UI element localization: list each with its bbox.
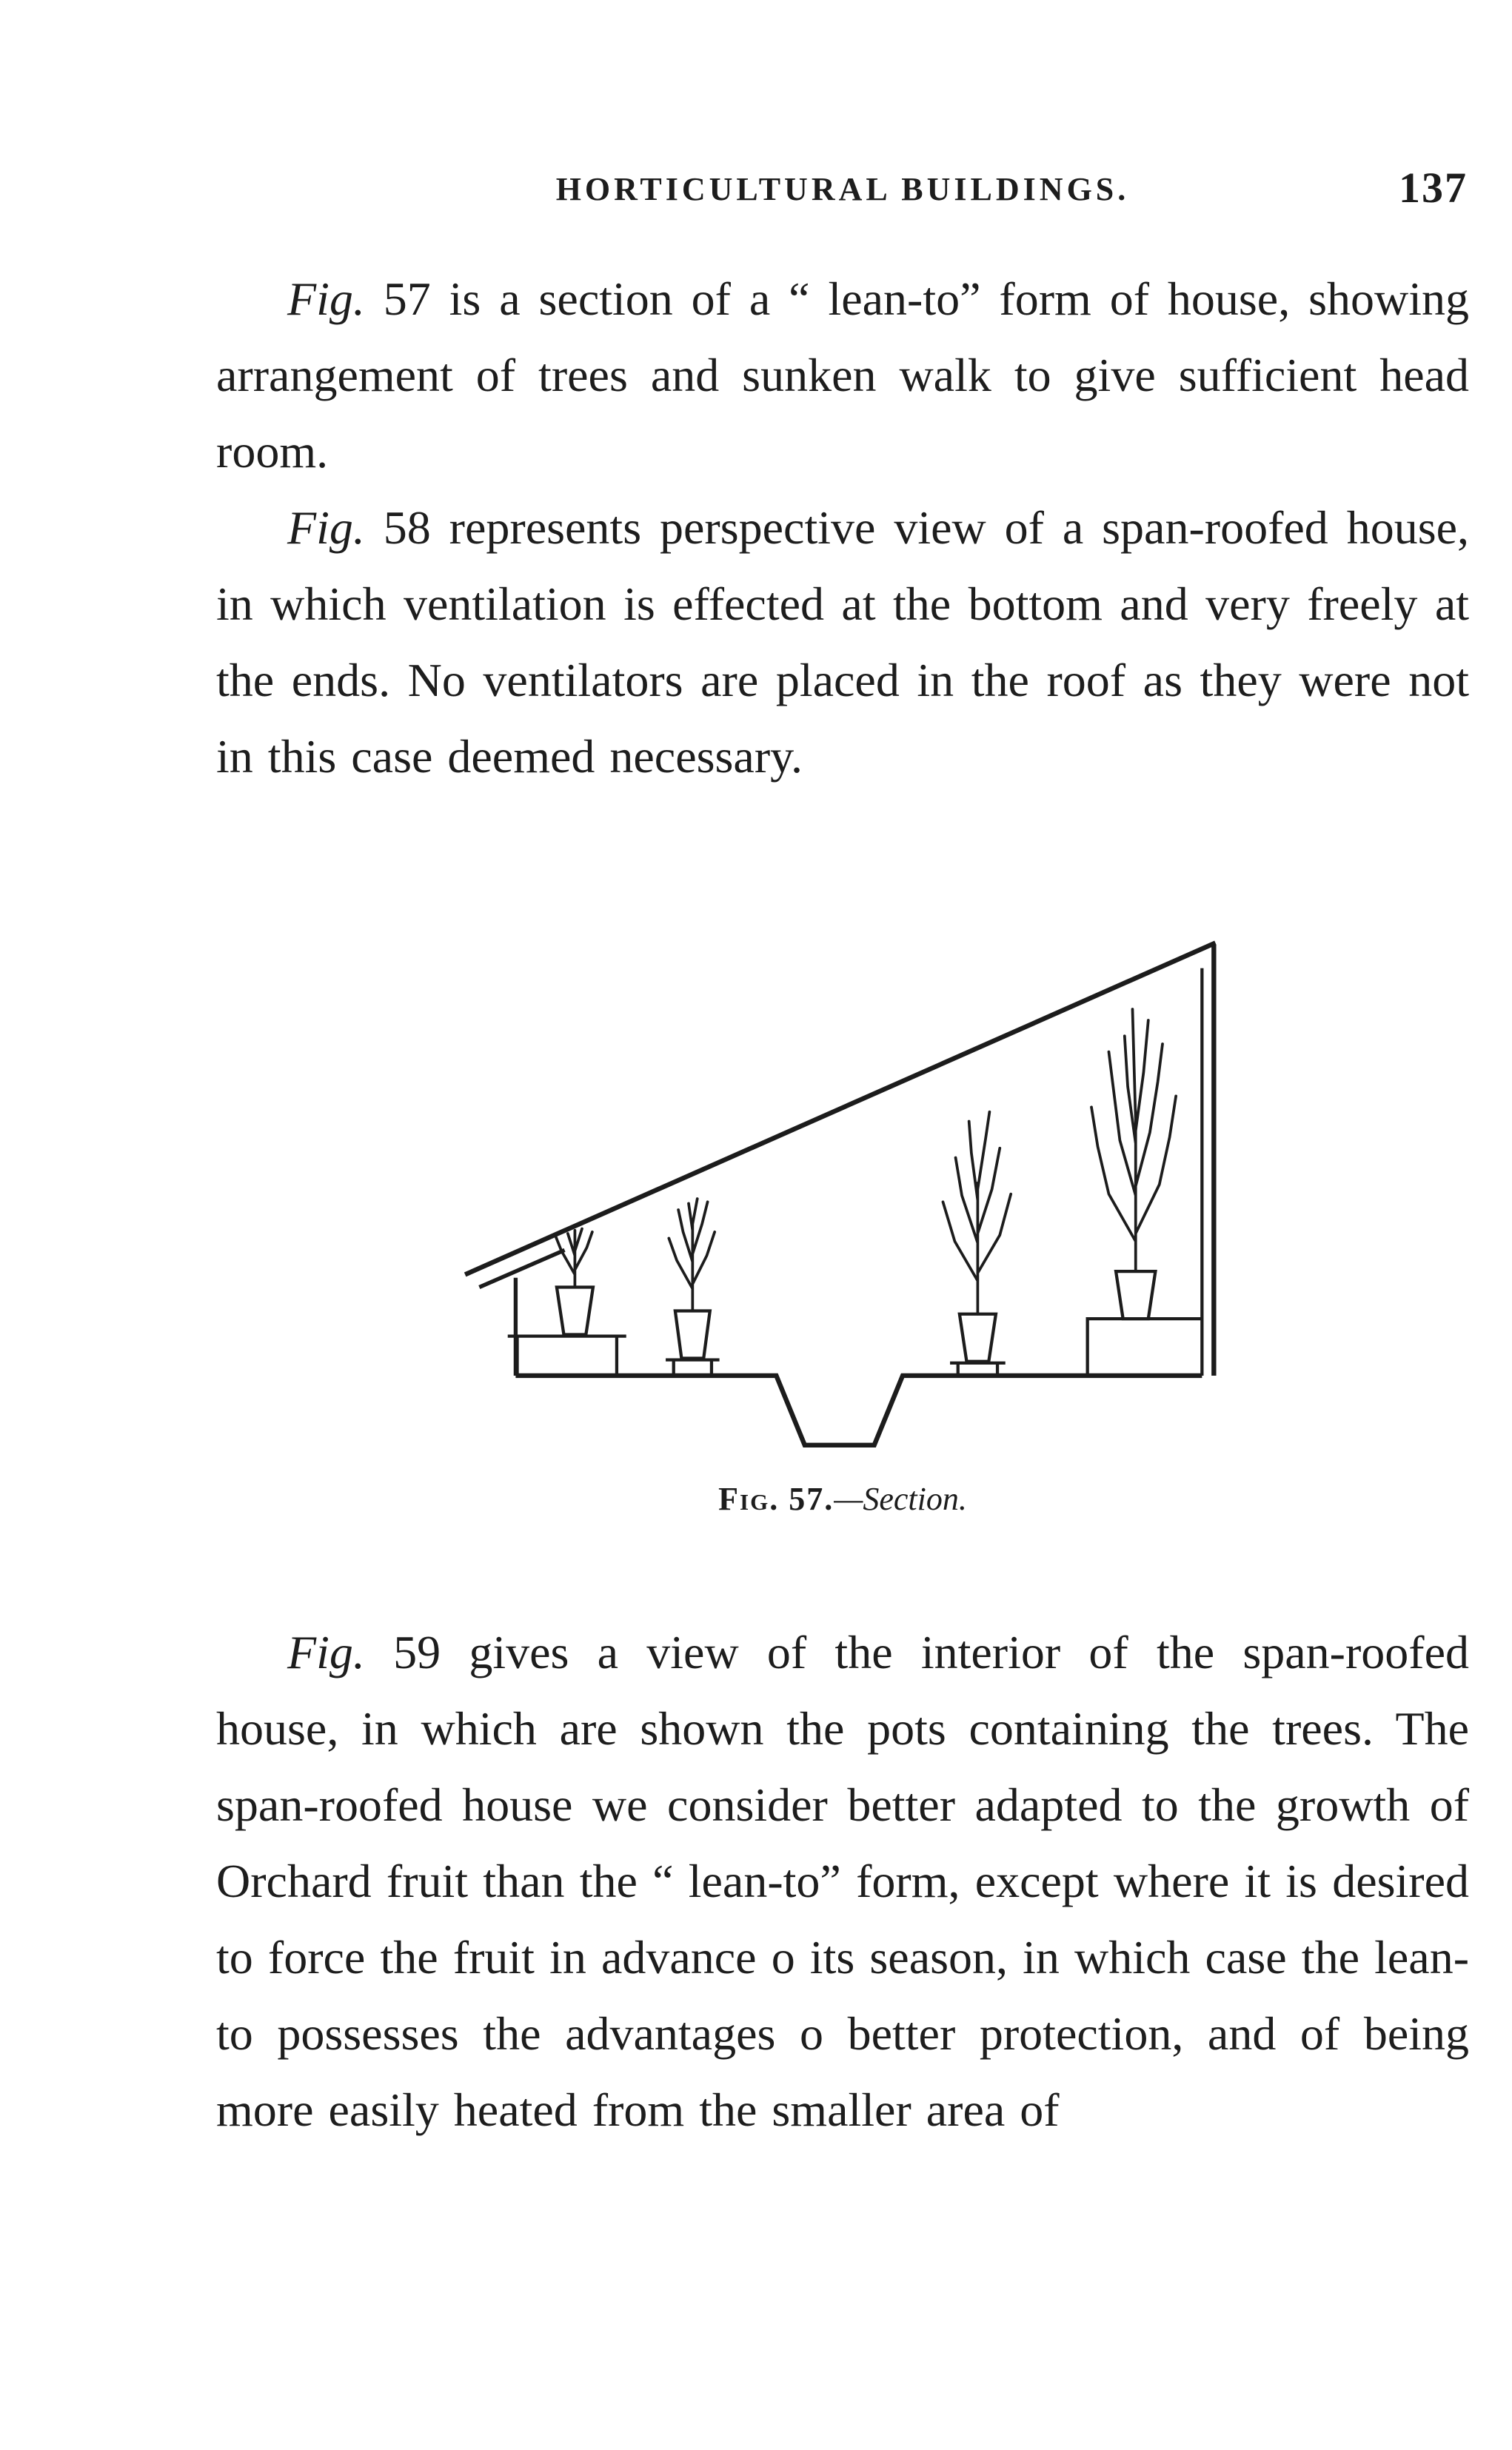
running-header-title: HORTICULTURAL BUILDINGS. [555, 171, 1130, 207]
pedestal [1088, 1319, 1202, 1376]
stand-2 [666, 1360, 720, 1374]
figure-57-caption [461, 1480, 1224, 1518]
pot-1 [557, 1288, 593, 1335]
pot-4 [1116, 1271, 1155, 1319]
tree-3 [943, 1112, 1011, 1314]
page-content [216, 164, 1469, 2148]
tree-2 [669, 1199, 715, 1311]
page-number: 137 [1399, 164, 1468, 212]
page-body [216, 261, 1469, 2148]
pot-2 [675, 1311, 710, 1359]
paragraph-fig-59-lead: Fig. [287, 1626, 365, 1678]
bench-left [508, 1336, 626, 1374]
paragraph-fig-57 [216, 261, 1469, 489]
paragraph-fig-58-lead: Fig. [287, 501, 365, 554]
pot-3 [960, 1314, 996, 1362]
paragraph-fig-59 [216, 1614, 1469, 2148]
figure-57 [461, 931, 1224, 1518]
paragraph-fig-59-text: 59 gives a view of the interior of the span-roofed house, in which are shown the pots containing the trees. The span-roofed house we consider better adapted to the growth of Orchard fruit than the “ lean-to” form, except where it is desired to force the fruit in advance o its season, in which case the lean-to possesses the advantages o better protection, and of being more easily heated from the smaller area of [216, 1626, 1469, 2136]
figure-caption-label: Fig. 57. [718, 1481, 834, 1517]
tree-1 [555, 1229, 592, 1288]
floor-and-sunken-walk-line [515, 1376, 1202, 1445]
tree-4 [1091, 1009, 1176, 1271]
running-header [216, 164, 1469, 222]
paragraph-fig-57-text: 57 is a section of a “ lean-to” form of house, showing arrangement of trees and sunken walk to give sufficient head room. [216, 272, 1469, 478]
greenhouse-section-drawing [464, 931, 1222, 1453]
figure-caption-title: —Section. [834, 1481, 967, 1517]
paragraph-fig-58-text: 58 represents perspective view of a span-roofed house, in which ventilation is effected at the bottom and very freely at the ends. No ventilators are placed in the roof as they were not in this case deemed necessary. [216, 501, 1469, 783]
paragraph-fig-57-lead: Fig. [287, 272, 365, 325]
eave-line [479, 1250, 564, 1287]
paragraph-fig-58 [216, 489, 1469, 794]
roof-line [465, 943, 1215, 1274]
